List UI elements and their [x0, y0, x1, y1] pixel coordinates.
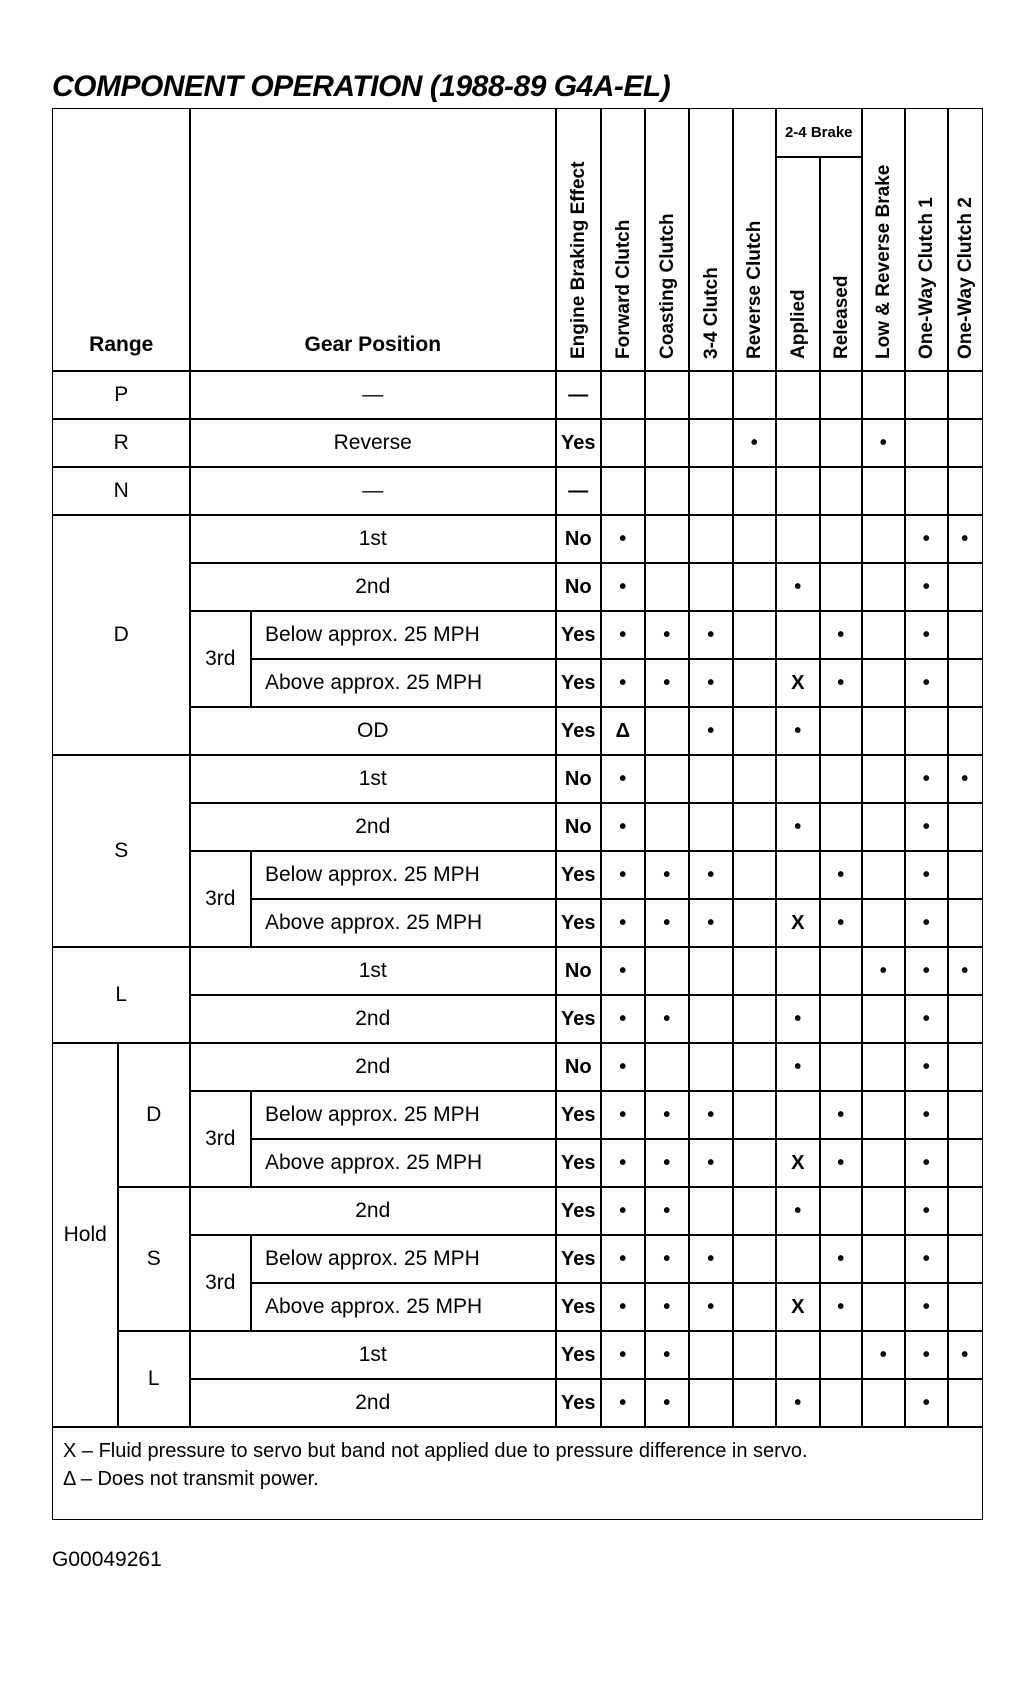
table-cell: [775, 466, 821, 516]
table-cell: •: [644, 1330, 690, 1380]
table-cell: [947, 610, 983, 660]
table-cell: Yes: [555, 1138, 602, 1188]
table-cell: X: [775, 1282, 821, 1332]
gear-position-cell: 1st: [189, 946, 557, 996]
table-cell: Yes: [555, 850, 602, 900]
table-cell: •: [947, 514, 983, 564]
table-cell: •: [688, 1090, 734, 1140]
table-cell: •: [644, 1138, 690, 1188]
table-cell: •: [644, 994, 690, 1044]
table-cell: [819, 1378, 863, 1428]
table-cell: [861, 466, 906, 516]
table-cell: •: [600, 754, 646, 804]
table-cell: [947, 1138, 983, 1188]
table-cell: [732, 754, 777, 804]
table-cell: •: [600, 850, 646, 900]
table-cell: •: [644, 1186, 690, 1236]
table-cell: •: [904, 1330, 949, 1380]
table-cell: [819, 418, 863, 468]
table-cell: •: [600, 946, 646, 996]
table-cell: •: [600, 658, 646, 708]
table-cell: [904, 418, 949, 468]
table-cell: •: [819, 850, 863, 900]
table-cell: Yes: [555, 658, 602, 708]
table-cell: [600, 418, 646, 468]
figure-code: G00049261: [52, 1548, 162, 1571]
table-cell: •: [600, 1234, 646, 1284]
table-cell: •: [688, 610, 734, 660]
gear-position-cell: 2nd: [189, 1042, 557, 1092]
table-cell: •: [644, 658, 690, 708]
table-cell: •: [861, 418, 906, 468]
engine-braking-header-label: Engine Braking Effect: [568, 161, 589, 359]
reverse-clutch-header: [732, 108, 777, 372]
table-cell: •: [775, 706, 821, 756]
legend-box: [52, 1426, 983, 1520]
table-cell: Yes: [555, 1234, 602, 1284]
table-cell: [775, 1090, 821, 1140]
gear-position-cell: Below approx. 25 MPH: [250, 850, 557, 900]
table-cell: [904, 370, 949, 420]
table-cell: [732, 994, 777, 1044]
clutch-34-header: [688, 108, 734, 372]
table-cell: [732, 658, 777, 708]
table-cell: [819, 946, 863, 996]
table-cell: [732, 610, 777, 660]
range-s: S: [52, 754, 191, 948]
table-cell: •: [904, 1186, 949, 1236]
table-cell: [947, 706, 983, 756]
table-cell: •: [688, 1234, 734, 1284]
table-cell: •: [600, 1186, 646, 1236]
table-cell: [819, 994, 863, 1044]
table-cell: •: [600, 994, 646, 1044]
table-cell: [819, 1042, 863, 1092]
table-cell: [732, 802, 777, 852]
table-cell: •: [688, 898, 734, 948]
table-cell: [947, 658, 983, 708]
table-cell: [732, 370, 777, 420]
table-cell: [732, 1186, 777, 1236]
table-cell: [947, 562, 983, 612]
table-cell: •: [644, 898, 690, 948]
table-cell: No: [555, 514, 602, 564]
table-cell: •: [644, 1090, 690, 1140]
table-cell: [732, 850, 777, 900]
gear-position-cell: 1st: [189, 514, 557, 564]
table-cell: [775, 1234, 821, 1284]
table-cell: Yes: [555, 898, 602, 948]
table-cell: [775, 610, 821, 660]
table-cell: [819, 754, 863, 804]
table-cell: [688, 514, 734, 564]
table-cell: [732, 706, 777, 756]
table-cell: [732, 514, 777, 564]
table-cell: •: [904, 562, 949, 612]
gear-position-header: Gear Position: [189, 108, 557, 372]
table-cell: [644, 514, 690, 564]
table-cell: •: [947, 754, 983, 804]
table-cell: •: [600, 1138, 646, 1188]
table-cell: [688, 1042, 734, 1092]
table-cell: •: [600, 802, 646, 852]
table-cell: •: [644, 1378, 690, 1428]
low-reverse-brake-header: [861, 108, 906, 372]
table-cell: •: [644, 850, 690, 900]
gear-position-cell: —: [189, 466, 557, 516]
table-cell: •: [600, 514, 646, 564]
table-cell: Yes: [555, 1378, 602, 1428]
range-n: N: [52, 466, 191, 516]
table-cell: [861, 1042, 906, 1092]
table-cell: Yes: [555, 706, 602, 756]
table-cell: •: [819, 1090, 863, 1140]
range-p: P: [52, 370, 191, 420]
table-cell: •: [904, 1138, 949, 1188]
gear-position-cell: Above approx. 25 MPH: [250, 658, 557, 708]
legend-item: X – Fluid pressure to servo but band not applied due to pressure difference in servo.: [63, 1440, 808, 1462]
table-cell: Yes: [555, 1330, 602, 1380]
engine-braking-header: [555, 108, 602, 372]
table-cell: [947, 1042, 983, 1092]
table-cell: •: [904, 898, 949, 948]
table-cell: •: [688, 658, 734, 708]
table-cell: Yes: [555, 1090, 602, 1140]
table-cell: [775, 514, 821, 564]
table-cell: [775, 754, 821, 804]
released-header-label: Released: [830, 275, 852, 359]
table-cell: •: [688, 706, 734, 756]
coasting-clutch-header: [644, 108, 690, 372]
legend-item: Δ – Does not transmit power.: [63, 1468, 319, 1490]
table-cell: •: [600, 562, 646, 612]
table-cell: [819, 1330, 863, 1380]
table-cell: •: [904, 1090, 949, 1140]
table-cell: •: [904, 1042, 949, 1092]
table-cell: •: [732, 418, 777, 468]
range-hold: Hold: [52, 1042, 119, 1428]
table-cell: •: [904, 1282, 949, 1332]
table-cell: [644, 466, 690, 516]
range-header: Range: [52, 108, 191, 372]
table-cell: [947, 898, 983, 948]
table-cell: No: [555, 946, 602, 996]
gear-position-cell: —: [189, 370, 557, 420]
table-cell: [688, 1330, 734, 1380]
table-cell: X: [775, 658, 821, 708]
table-cell: •: [947, 946, 983, 996]
table-cell: •: [775, 1186, 821, 1236]
table-cell: •: [775, 562, 821, 612]
table-cell: [947, 466, 983, 516]
table-cell: [947, 994, 983, 1044]
gear-position-cell: Below approx. 25 MPH: [250, 1090, 557, 1140]
table-cell: •: [819, 610, 863, 660]
table-cell: •: [600, 1330, 646, 1380]
table-cell: X: [775, 1138, 821, 1188]
table-cell: [732, 1282, 777, 1332]
applied-header-label: Applied: [787, 289, 809, 359]
gear-position-cell: 2nd: [189, 1186, 557, 1236]
gear-position-cell: Below approx. 25 MPH: [250, 1234, 557, 1284]
table-cell: [688, 418, 734, 468]
gear-position-cell: 1st: [189, 1330, 557, 1380]
table-cell: [644, 562, 690, 612]
table-cell: •: [819, 658, 863, 708]
gear-position-cell: 2nd: [189, 562, 557, 612]
table-cell: •: [904, 658, 949, 708]
table-cell: [861, 1234, 906, 1284]
table-cell: No: [555, 754, 602, 804]
table-cell: •: [861, 946, 906, 996]
table-cell: [688, 946, 734, 996]
table-cell: •: [600, 1090, 646, 1140]
table-cell: [904, 466, 949, 516]
table-cell: [688, 1186, 734, 1236]
component-operation-table: [52, 108, 981, 1518]
range-r: R: [52, 418, 191, 468]
range-hold-l: L: [117, 1330, 191, 1428]
table-cell: [947, 802, 983, 852]
table-cell: •: [904, 610, 949, 660]
table-cell: •: [644, 1234, 690, 1284]
table-cell: [861, 802, 906, 852]
table-cell: •: [600, 898, 646, 948]
table-cell: •: [904, 754, 949, 804]
table-cell: •: [600, 1042, 646, 1092]
table-cell: No: [555, 1042, 602, 1092]
third-gear-label: 3rd: [189, 1090, 252, 1188]
table-cell: [644, 370, 690, 420]
table-cell: [861, 658, 906, 708]
table-cell: [861, 898, 906, 948]
table-cell: [732, 1330, 777, 1380]
table-cell: [819, 802, 863, 852]
third-gear-label: 3rd: [189, 1234, 252, 1332]
table-cell: [861, 1138, 906, 1188]
table-cell: [732, 1378, 777, 1428]
table-cell: [861, 850, 906, 900]
table-cell: [819, 514, 863, 564]
table-cell: [732, 466, 777, 516]
forward-clutch-header-label: Forward Clutch: [612, 219, 634, 359]
table-cell: [861, 370, 906, 420]
table-cell: •: [688, 850, 734, 900]
table-cell: [732, 946, 777, 996]
table-cell: •: [688, 1138, 734, 1188]
third-gear-label: 3rd: [189, 610, 252, 708]
table-cell: [688, 802, 734, 852]
brake-24-header: 2-4 Brake: [775, 108, 863, 158]
table-cell: •: [904, 1234, 949, 1284]
low-reverse-brake-header-label: Low & Reverse Brake: [873, 164, 894, 359]
table-cell: [644, 802, 690, 852]
table-cell: •: [947, 1330, 983, 1380]
gear-position-cell: Reverse: [189, 418, 557, 468]
table-cell: [861, 754, 906, 804]
table-cell: [775, 418, 821, 468]
table-cell: [947, 370, 983, 420]
table-cell: [732, 562, 777, 612]
table-cell: •: [819, 898, 863, 948]
table-cell: [775, 1330, 821, 1380]
one-way-clutch-1-header: [904, 108, 949, 372]
range-hold-s: S: [117, 1186, 191, 1332]
table-cell: [819, 370, 863, 420]
table-cell: •: [904, 994, 949, 1044]
table-cell: •: [775, 802, 821, 852]
table-cell: [688, 562, 734, 612]
table-cell: [688, 370, 734, 420]
table-cell: [947, 1186, 983, 1236]
table-cell: •: [688, 1282, 734, 1332]
table-cell: [732, 1138, 777, 1188]
table-cell: [775, 946, 821, 996]
table-cell: [861, 1186, 906, 1236]
table-cell: •: [904, 802, 949, 852]
one-way-clutch-1-header-label: One-Way Clutch 1: [916, 197, 937, 359]
gear-position-cell: Above approx. 25 MPH: [250, 1138, 557, 1188]
clutch-34-header-label: 3-4 Clutch: [700, 267, 722, 359]
table-cell: Yes: [555, 610, 602, 660]
table-cell: [947, 418, 983, 468]
table-cell: No: [555, 562, 602, 612]
table-cell: —: [555, 370, 602, 420]
table-cell: •: [600, 1378, 646, 1428]
table-cell: [819, 706, 863, 756]
third-gear-label: 3rd: [189, 850, 252, 948]
table-cell: [947, 1234, 983, 1284]
range-hold-d: D: [117, 1042, 191, 1188]
table-cell: Yes: [555, 994, 602, 1044]
coasting-clutch-header-label: Coasting Clutch: [656, 213, 678, 359]
table-cell: •: [775, 1042, 821, 1092]
page-title: COMPONENT OPERATION (1988-89 G4A-EL): [52, 70, 671, 103]
gear-position-cell: 2nd: [189, 802, 557, 852]
table-cell: [947, 850, 983, 900]
table-cell: [861, 1282, 906, 1332]
gear-position-cell: OD: [189, 706, 557, 756]
table-cell: •: [819, 1138, 863, 1188]
reverse-clutch-header-label: Reverse Clutch: [744, 220, 765, 359]
table-cell: Δ: [600, 706, 646, 756]
range-d: D: [52, 514, 191, 756]
table-cell: [861, 1378, 906, 1428]
one-way-clutch-2-header-label: One-Way Clutch 2: [954, 197, 976, 359]
gear-position-cell: Above approx. 25 MPH: [250, 1282, 557, 1332]
table-cell: [861, 1090, 906, 1140]
forward-clutch-header: [600, 108, 646, 372]
table-cell: [819, 1186, 863, 1236]
table-cell: [600, 370, 646, 420]
table-cell: [819, 466, 863, 516]
gear-position-cell: Above approx. 25 MPH: [250, 898, 557, 948]
table-cell: [861, 562, 906, 612]
table-cell: [600, 466, 646, 516]
table-cell: [904, 706, 949, 756]
gear-position-cell: Below approx. 25 MPH: [250, 610, 557, 660]
table-cell: •: [600, 610, 646, 660]
table-cell: •: [775, 994, 821, 1044]
table-cell: •: [819, 1234, 863, 1284]
table-cell: •: [600, 1282, 646, 1332]
table-cell: [775, 850, 821, 900]
table-cell: [861, 514, 906, 564]
table-cell: •: [775, 1378, 821, 1428]
table-cell: •: [644, 610, 690, 660]
table-cell: [819, 562, 863, 612]
table-cell: •: [904, 850, 949, 900]
table-cell: •: [904, 514, 949, 564]
table-cell: [947, 1378, 983, 1428]
table-cell: [732, 1042, 777, 1092]
table-cell: [644, 1042, 690, 1092]
table-cell: [947, 1282, 983, 1332]
table-cell: [861, 610, 906, 660]
table-cell: [644, 418, 690, 468]
table-cell: [644, 946, 690, 996]
table-cell: [947, 1090, 983, 1140]
applied-header: [775, 156, 821, 372]
table-cell: [688, 994, 734, 1044]
released-header: [819, 156, 863, 372]
gear-position-cell: 2nd: [189, 994, 557, 1044]
table-cell: [732, 1090, 777, 1140]
table-cell: [688, 754, 734, 804]
range-l: L: [52, 946, 191, 1044]
one-way-clutch-2-header: [947, 108, 983, 372]
table-cell: [732, 1234, 777, 1284]
table-cell: •: [904, 946, 949, 996]
gear-position-cell: 1st: [189, 754, 557, 804]
gear-position-cell: 2nd: [189, 1378, 557, 1428]
table-cell: •: [904, 1378, 949, 1428]
table-cell: X: [775, 898, 821, 948]
table-cell: [644, 706, 690, 756]
table-cell: [732, 898, 777, 948]
table-cell: [861, 994, 906, 1044]
table-cell: [775, 370, 821, 420]
table-cell: [688, 1378, 734, 1428]
table-cell: No: [555, 802, 602, 852]
table-cell: [644, 754, 690, 804]
table-cell: —: [555, 466, 602, 516]
table-cell: [688, 466, 734, 516]
table-cell: [861, 706, 906, 756]
table-cell: Yes: [555, 418, 602, 468]
table-cell: Yes: [555, 1186, 602, 1236]
table-cell: •: [644, 1282, 690, 1332]
table-cell: •: [861, 1330, 906, 1380]
table-cell: •: [819, 1282, 863, 1332]
table-cell: Yes: [555, 1282, 602, 1332]
